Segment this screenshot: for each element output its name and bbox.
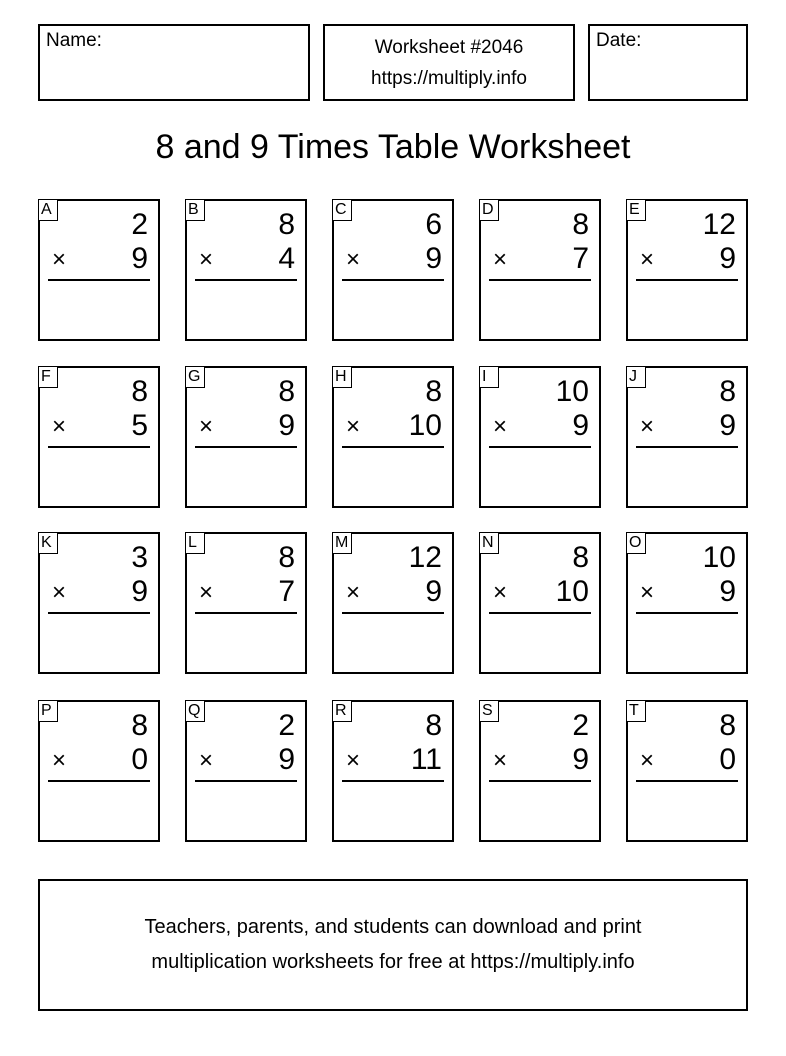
problem-label: G <box>185 366 205 388</box>
worksheet-url: https://multiply.info <box>371 68 527 89</box>
multiplicand: 2 <box>131 208 148 241</box>
problem-label: N <box>479 532 499 554</box>
multiplicand: 12 <box>702 208 736 241</box>
multiplier: 9 <box>572 743 589 776</box>
answer-line <box>636 612 738 614</box>
multiplier: 0 <box>719 743 736 776</box>
times-icon: × <box>199 413 214 440</box>
times-icon: × <box>199 579 214 606</box>
multiplicand: 2 <box>572 709 589 742</box>
multiplicand: 8 <box>278 375 295 408</box>
problem-label: K <box>38 532 58 554</box>
date-field[interactable] <box>588 24 748 101</box>
multiplier: 10 <box>555 575 589 608</box>
multiplicand: 8 <box>278 541 295 574</box>
times-icon: × <box>52 747 67 774</box>
problem-label: B <box>185 199 205 221</box>
multiplier: 9 <box>131 242 148 275</box>
multiplicand: 6 <box>425 208 442 241</box>
problem-card[interactable] <box>479 700 601 842</box>
problem-label: E <box>626 199 646 221</box>
answer-line <box>195 612 297 614</box>
multiplicand: 8 <box>719 709 736 742</box>
times-icon: × <box>493 579 508 606</box>
multiplicand: 2 <box>278 709 295 742</box>
multiplier: 9 <box>719 575 736 608</box>
times-icon: × <box>493 413 508 440</box>
multiplier: 7 <box>278 575 295 608</box>
footer-text-line-2: multiplication worksheets for free at https://multiply.info <box>151 951 635 973</box>
multiplier: 5 <box>131 409 148 442</box>
times-icon: × <box>199 747 214 774</box>
answer-line <box>489 612 591 614</box>
problem-card[interactable] <box>185 366 307 508</box>
problem-card[interactable] <box>38 199 160 341</box>
problem-card[interactable] <box>626 199 748 341</box>
problem-card[interactable] <box>185 199 307 341</box>
answer-line <box>195 446 297 448</box>
problem-label: D <box>479 199 499 221</box>
problem-label: F <box>38 366 58 388</box>
multiplicand: 8 <box>425 709 442 742</box>
problem-label: R <box>332 700 352 722</box>
worksheet-info-box <box>323 24 575 101</box>
multiplicand: 10 <box>702 541 736 574</box>
problem-card[interactable] <box>38 700 160 842</box>
problem-card[interactable] <box>185 700 307 842</box>
answer-line <box>195 279 297 281</box>
date-label: Date: <box>596 30 642 51</box>
multiplicand: 8 <box>131 375 148 408</box>
problem-label: I <box>479 366 499 388</box>
problem-card[interactable] <box>479 532 601 674</box>
multiplicand: 3 <box>131 541 148 574</box>
problem-card[interactable] <box>626 700 748 842</box>
problem-label: S <box>479 700 499 722</box>
answer-line <box>489 279 591 281</box>
worksheet-title: 8 and 9 Times Table Worksheet <box>155 128 631 166</box>
problem-card[interactable] <box>332 532 454 674</box>
answer-line <box>48 446 150 448</box>
problem-label: C <box>332 199 352 221</box>
answer-line <box>342 780 444 782</box>
multiplier: 4 <box>278 242 295 275</box>
problem-label: P <box>38 700 58 722</box>
multiplicand: 8 <box>425 375 442 408</box>
multiplicand: 8 <box>278 208 295 241</box>
problem-card[interactable] <box>332 199 454 341</box>
times-icon: × <box>640 246 655 273</box>
name-label: Name: <box>46 30 102 51</box>
multiplier: 11 <box>410 743 442 776</box>
problem-card[interactable] <box>38 366 160 508</box>
multiplier: 9 <box>278 409 295 442</box>
problem-card[interactable] <box>185 532 307 674</box>
times-icon: × <box>493 747 508 774</box>
answer-line <box>48 612 150 614</box>
times-icon: × <box>52 413 67 440</box>
problem-card[interactable] <box>38 532 160 674</box>
times-icon: × <box>640 747 655 774</box>
problem-label: A <box>38 199 58 221</box>
answer-line <box>636 780 738 782</box>
times-icon: × <box>640 579 655 606</box>
multiplier: 9 <box>719 242 736 275</box>
multiplicand: 10 <box>555 375 589 408</box>
times-icon: × <box>346 413 361 440</box>
multiplicand: 8 <box>572 208 589 241</box>
answer-line <box>342 279 444 281</box>
worksheet-number: Worksheet #2046 <box>374 37 524 58</box>
problem-label: H <box>332 366 352 388</box>
answer-line <box>489 780 591 782</box>
multiplier: 7 <box>572 242 589 275</box>
footer-box <box>38 879 748 1011</box>
problem-label: M <box>332 532 352 554</box>
multiplicand: 8 <box>572 541 589 574</box>
name-field[interactable] <box>38 24 310 101</box>
problem-card[interactable] <box>479 199 601 341</box>
answer-line <box>48 279 150 281</box>
multiplicand: 12 <box>408 541 442 574</box>
problem-label: Q <box>185 700 205 722</box>
answer-line <box>636 446 738 448</box>
times-icon: × <box>346 246 361 273</box>
problem-label: L <box>185 532 205 554</box>
problem-label: J <box>626 366 646 388</box>
problem-label: T <box>626 700 646 722</box>
times-icon: × <box>199 246 214 273</box>
answer-line <box>342 612 444 614</box>
times-icon: × <box>346 579 361 606</box>
footer-text-line-1: Teachers, parents, and students can download and print <box>144 916 642 938</box>
times-icon: × <box>640 413 655 440</box>
multiplier: 9 <box>572 409 589 442</box>
multiplier: 9 <box>425 242 442 275</box>
problem-card[interactable] <box>332 366 454 508</box>
times-icon: × <box>493 246 508 273</box>
problem-card[interactable] <box>479 366 601 508</box>
multiplicand: 8 <box>131 709 148 742</box>
problem-card[interactable] <box>626 366 748 508</box>
multiplier: 9 <box>131 575 148 608</box>
answer-line <box>342 446 444 448</box>
multiplier: 0 <box>131 743 148 776</box>
multiplier: 9 <box>719 409 736 442</box>
multiplier: 10 <box>408 409 442 442</box>
times-icon: × <box>52 579 67 606</box>
multiplier: 9 <box>278 743 295 776</box>
answer-line <box>636 279 738 281</box>
problem-card[interactable] <box>332 700 454 842</box>
answer-line <box>48 780 150 782</box>
multiplicand: 8 <box>719 375 736 408</box>
answer-line <box>195 780 297 782</box>
multiplier: 9 <box>425 575 442 608</box>
times-icon: × <box>346 747 361 774</box>
answer-line <box>489 446 591 448</box>
times-icon: × <box>52 246 67 273</box>
problem-label: O <box>626 532 646 554</box>
problem-card[interactable] <box>626 532 748 674</box>
